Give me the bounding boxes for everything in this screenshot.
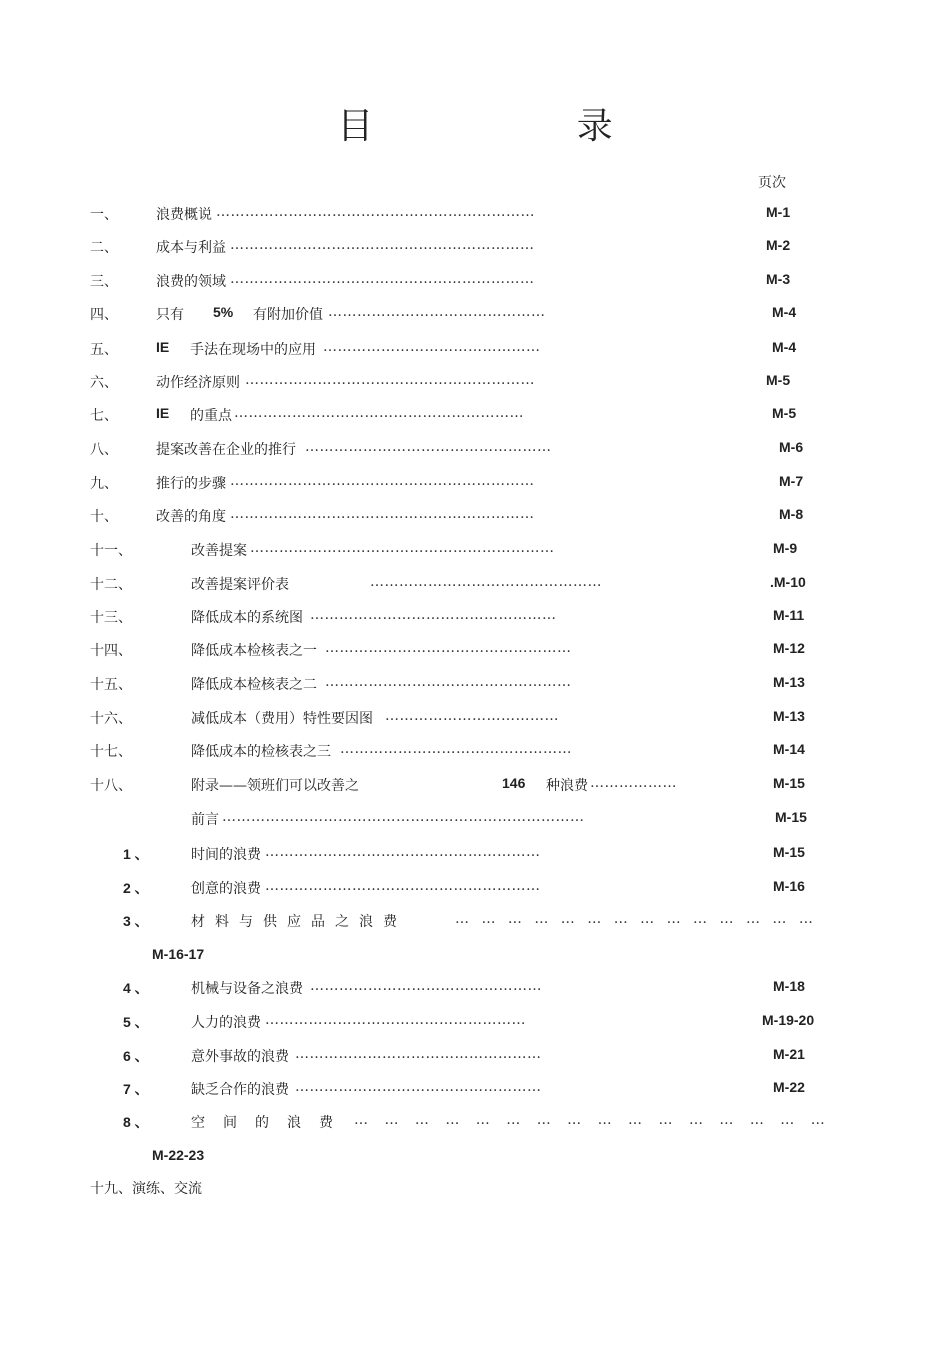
entry-page: M-16 bbox=[773, 878, 805, 894]
entry-label: 提案改善在企业的推行 bbox=[156, 442, 296, 458]
entry-number: 8 、 bbox=[123, 1114, 149, 1130]
entry-label-suffix: 手法在现场中的应用 bbox=[190, 342, 316, 358]
toc-entry bbox=[0, 339, 950, 361]
entry-label: 动作经济原则 bbox=[156, 375, 240, 391]
entry-page: M-5 bbox=[772, 405, 797, 421]
page-title: 目 录 bbox=[337, 106, 709, 147]
leader-dots: ………………………………………………… bbox=[265, 844, 541, 860]
entry-number: 十四、 bbox=[90, 643, 132, 659]
entry-page: M-22 bbox=[773, 1079, 805, 1095]
entry-number: 三、 bbox=[90, 274, 118, 290]
entry-page: M-2 bbox=[766, 237, 791, 253]
toc-entry-continuation bbox=[0, 946, 950, 968]
entry-label-bold: IE bbox=[156, 339, 170, 355]
entry-number: 十二、 bbox=[90, 577, 132, 593]
leader-dots: …………………………………………… bbox=[325, 640, 572, 656]
leader-dots: ……………………………………………… bbox=[265, 1012, 526, 1028]
entry-label: 创意的浪费 bbox=[191, 881, 261, 897]
toc-entry bbox=[0, 844, 950, 866]
entry-number: 十八、 bbox=[90, 778, 132, 794]
entry-page: M-12 bbox=[773, 640, 805, 656]
entry-label: 成本与利益 bbox=[156, 240, 226, 256]
entry-number: 九、 bbox=[90, 476, 118, 492]
toc-entry bbox=[0, 405, 950, 427]
entry-page: M-8 bbox=[779, 506, 804, 522]
entry-number: 一、 bbox=[90, 207, 118, 223]
entry-page: M-14 bbox=[773, 741, 805, 757]
toc-entry bbox=[0, 1112, 950, 1134]
entry-page: .M-10 bbox=[770, 574, 806, 590]
entry-page: M-21 bbox=[773, 1046, 805, 1062]
entry-label: 推行的步骤 bbox=[156, 476, 226, 492]
toc-entry bbox=[0, 1012, 950, 1034]
leader-dots: …………………………………………… bbox=[325, 674, 572, 690]
entry-number: 四、 bbox=[90, 307, 118, 323]
entry-label: 改善提案 bbox=[191, 543, 247, 559]
toc-entry-continuation bbox=[0, 1147, 950, 1169]
entry-number: 2 、 bbox=[123, 880, 149, 896]
leader-dots: ………………………………………………………………… bbox=[222, 809, 585, 825]
entry-label-suffix: 有附加价值 bbox=[253, 307, 323, 323]
entry-label: 降低成本检核表之二 bbox=[191, 677, 317, 693]
toc-entry bbox=[0, 911, 950, 933]
entry-page: M-15 bbox=[773, 844, 805, 860]
toc-entry bbox=[0, 1046, 950, 1068]
leader-dots: …………………………………………… bbox=[310, 607, 557, 623]
entry-label-bold: IE bbox=[156, 405, 170, 421]
leader-dots: … … … … … … … … … … … … … … bbox=[455, 911, 814, 927]
toc-entry bbox=[0, 775, 950, 797]
leader-dots: ………………………………………… bbox=[310, 978, 542, 994]
entry-label: 浪费概说 bbox=[156, 207, 212, 223]
entry-page: M-9 bbox=[773, 540, 798, 556]
entry-label: 改善提案评价表 bbox=[191, 577, 289, 593]
toc-entry bbox=[0, 674, 950, 696]
entry-number: 十一、 bbox=[90, 543, 132, 559]
toc-entry bbox=[0, 271, 950, 293]
entry-page: M-3 bbox=[766, 271, 791, 287]
toc-entry bbox=[0, 574, 950, 596]
leader-dots: ……………………………… bbox=[385, 708, 559, 724]
entry-number: 6 、 bbox=[123, 1048, 149, 1064]
entry-page: M-11 bbox=[773, 607, 805, 623]
entry-page: M-4 bbox=[772, 304, 797, 320]
entry-page: M-22-23 bbox=[152, 1147, 205, 1163]
toc-entry bbox=[0, 878, 950, 900]
entry-number: 六、 bbox=[90, 375, 118, 391]
entry-page: M-15 bbox=[773, 775, 805, 791]
entry-label: 改善的角度 bbox=[156, 509, 226, 525]
entry-page: M-15 bbox=[775, 809, 807, 825]
page-column-header: 页次 bbox=[758, 175, 786, 191]
entry-number: 4 、 bbox=[123, 980, 149, 996]
entry-number: 十七、 bbox=[90, 744, 132, 760]
entry-label: 只有 bbox=[156, 307, 184, 323]
leader-dots: …………………………………………… bbox=[295, 1046, 542, 1062]
leader-dots: …………………………………………… bbox=[295, 1079, 542, 1095]
leader-dots: ………………………………………… bbox=[370, 574, 602, 590]
leader-dots: ……………………………………………………… bbox=[230, 271, 535, 287]
entry-page: M-13 bbox=[773, 708, 805, 724]
entry-label-bold: 5% bbox=[213, 304, 234, 320]
entry-label: 意外事故的浪费 bbox=[191, 1049, 289, 1065]
entry-number: 五、 bbox=[90, 342, 118, 358]
entry-label: 缺乏合作的浪费 bbox=[191, 1082, 289, 1098]
entry-label: 十九、演练、交流 bbox=[90, 1181, 202, 1197]
toc-entry bbox=[0, 204, 950, 226]
entry-number: 十、 bbox=[90, 509, 118, 525]
entry-page: M-1 bbox=[766, 204, 791, 220]
leader-dots: …………………………………………………… bbox=[234, 405, 524, 421]
entry-label: 机械与设备之浪费 bbox=[191, 981, 303, 997]
leader-dots: ……………… bbox=[590, 775, 677, 791]
leader-dots: ……………………………………………………… bbox=[230, 473, 535, 489]
toc-entry bbox=[0, 506, 950, 528]
leader-dots: … … … … … … … … … … … … … … … … bbox=[354, 1112, 826, 1128]
entry-number: 八、 bbox=[90, 442, 118, 458]
entry-label: 材料与供应品之浪费 bbox=[191, 914, 407, 930]
toc-entry bbox=[0, 304, 950, 326]
entry-number: 十六、 bbox=[90, 711, 132, 727]
entry-number: 七、 bbox=[90, 408, 118, 424]
entry-page: M-19-20 bbox=[762, 1012, 815, 1028]
entry-number: 十五、 bbox=[90, 677, 132, 693]
leader-dots: ………………………………………………… bbox=[265, 878, 541, 894]
leader-dots: ……………………………………… bbox=[323, 339, 541, 355]
entry-page: M-18 bbox=[773, 978, 805, 994]
entry-page: M-6 bbox=[779, 439, 804, 455]
toc-entry bbox=[0, 708, 950, 730]
leader-dots: ………………………………………………………… bbox=[216, 204, 535, 220]
toc-entry bbox=[0, 741, 950, 763]
entry-label: 附录——领班们可以改善之 bbox=[191, 778, 359, 794]
toc-entry bbox=[0, 978, 950, 1000]
toc-entry bbox=[0, 540, 950, 562]
leader-dots: …………………………………………… bbox=[305, 439, 552, 455]
entry-number: 二、 bbox=[90, 240, 118, 256]
entry-label: 前言 bbox=[191, 812, 219, 828]
entry-label: 人力的浪费 bbox=[191, 1015, 261, 1031]
leader-dots: …………………………………………………… bbox=[245, 372, 535, 388]
entry-number: 3 、 bbox=[123, 913, 149, 929]
entry-label: 降低成本检核表之一 bbox=[191, 643, 317, 659]
entry-number: 十三、 bbox=[90, 610, 132, 626]
entry-label: 浪费的领域 bbox=[156, 274, 226, 290]
entry-label-suffix: 的重点 bbox=[190, 408, 232, 424]
toc-entry bbox=[0, 640, 950, 662]
entry-label: 空间的浪费 bbox=[191, 1115, 351, 1131]
entry-page: M-4 bbox=[772, 339, 797, 355]
toc-entry bbox=[0, 1079, 950, 1101]
toc-entry bbox=[0, 473, 950, 495]
toc-entry bbox=[0, 607, 950, 629]
entry-label: 时间的浪费 bbox=[191, 847, 261, 863]
entry-number: 1 、 bbox=[123, 846, 149, 862]
toc-entry bbox=[0, 237, 950, 259]
entry-number: 5 、 bbox=[123, 1014, 149, 1030]
entry-label-suffix: 种浪费 bbox=[546, 778, 588, 794]
leader-dots: ………………………………………… bbox=[340, 741, 572, 757]
leader-dots: ……………………………………………………… bbox=[250, 540, 555, 556]
entry-page: M-16-17 bbox=[152, 946, 205, 962]
entry-page: M-7 bbox=[779, 473, 804, 489]
entry-label: 降低成本的系统图 bbox=[191, 610, 303, 626]
toc-entry bbox=[0, 372, 950, 394]
leader-dots: ……………………………………… bbox=[328, 304, 546, 320]
toc-entry bbox=[0, 1178, 950, 1200]
leader-dots: ……………………………………………………… bbox=[230, 237, 535, 253]
toc-entry bbox=[0, 809, 950, 831]
entry-number: 7 、 bbox=[123, 1081, 149, 1097]
toc-entry bbox=[0, 439, 950, 461]
entry-page: M-13 bbox=[773, 674, 805, 690]
entry-page: M-5 bbox=[766, 372, 791, 388]
entry-label: 减低成本（费用）特性要因图 bbox=[191, 711, 373, 727]
leader-dots: ……………………………………………………… bbox=[230, 506, 535, 522]
entry-label: 降低成本的检核表之三 bbox=[191, 744, 331, 760]
entry-label-bold: 146 bbox=[502, 775, 526, 791]
